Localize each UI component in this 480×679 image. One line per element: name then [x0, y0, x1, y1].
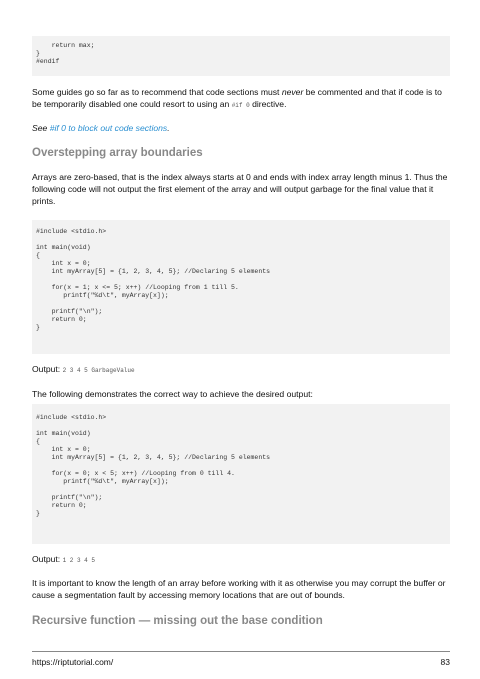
code-line: #include <stdio.h>	[36, 414, 107, 421]
code-line: for(x = 1; x <= 5; x++) //Looping from 1 till 5.	[36, 284, 239, 291]
code-line	[36, 422, 446, 430]
code-line: int main(void)	[36, 244, 91, 251]
code-line: int x = 0;	[36, 446, 91, 453]
output-wrong-value: 2 3 4 5 GarbageValue	[62, 367, 135, 374]
heading-recursive: Recursive function — missing out the base condition	[32, 615, 323, 627]
page-number: 83	[440, 657, 450, 667]
output-right: Output: 1 2 3 4 5	[32, 554, 95, 564]
inline-code-if0: #if 0	[231, 102, 250, 109]
footer-url[interactable]: https://riptutorial.com/	[32, 657, 114, 667]
code-line: printf("\n");	[36, 494, 103, 501]
code-line: printf("%d\t", myArray[x]);	[36, 292, 169, 299]
paragraph-correct: The following demonstrates the correct way to achieve the desired output:	[32, 389, 313, 399]
code-line: for(x = 0; x < 5; x++) //Looping from 0 till 4.	[36, 470, 235, 477]
code-line: {	[36, 252, 40, 259]
emphasis-never: never	[281, 87, 304, 97]
code-line	[36, 486, 446, 494]
code-line: #include <stdio.h>	[36, 228, 107, 235]
code-line	[36, 236, 446, 244]
code-line: }	[36, 50, 40, 57]
code-line: }	[36, 510, 40, 517]
code-line: {	[36, 438, 40, 445]
code-line: }	[36, 324, 40, 331]
see-also: See #if 0 to block out code sections.	[32, 123, 170, 133]
paragraph-arrays: Arrays are zero-based, that is the index always starts at 0 and ends with index array length minus 1. Thus the following code will not output the first element of the array and will output garbage for the final value that it prints.	[32, 172, 448, 206]
code-line: printf("%d\t", myArray[x]);	[36, 478, 169, 485]
code-line: return max;	[36, 42, 95, 49]
code-block-top	[32, 36, 450, 76]
paragraph-guides: Some guides go so far as to recommend that code sections must never be commented and that if code is to be temporarily disabled one could resort to using an #if 0 directive.	[32, 87, 442, 109]
code-line: int myArray[5] = {1, 2, 3, 4, 5}; //Declaring 5 elements	[36, 454, 271, 461]
paragraph-important: It is important to know the length of an array before working with it as otherwise you may corrupt the buffer or cause a segmentation fault by accessing memory locations that are out of bounds.	[32, 578, 446, 600]
page-footer	[32, 651, 450, 667]
code-line	[36, 276, 446, 284]
code-line: int x = 0;	[36, 260, 91, 267]
heading-overstepping: Overstepping array boundaries	[32, 147, 203, 159]
output-wrong: Output: 2 3 4 5 GarbageValue	[32, 364, 135, 374]
code-line: int myArray[5] = {1, 2, 3, 4, 5}; //Declaring 5 elements	[36, 268, 271, 275]
code-line	[36, 462, 446, 470]
code-line: int main(void)	[36, 430, 91, 437]
code-line: return 0;	[36, 316, 87, 323]
code-block-right	[32, 404, 450, 544]
code-line: #endif	[36, 58, 60, 65]
code-block-wrong	[32, 220, 450, 354]
code-line: printf("\n");	[36, 308, 103, 315]
output-right-value: 1 2 3 4 5	[62, 557, 95, 564]
code-line	[36, 300, 446, 308]
block-out-code-link[interactable]: #if 0 to block out code sections	[49, 123, 168, 133]
code-line: return 0;	[36, 502, 87, 509]
